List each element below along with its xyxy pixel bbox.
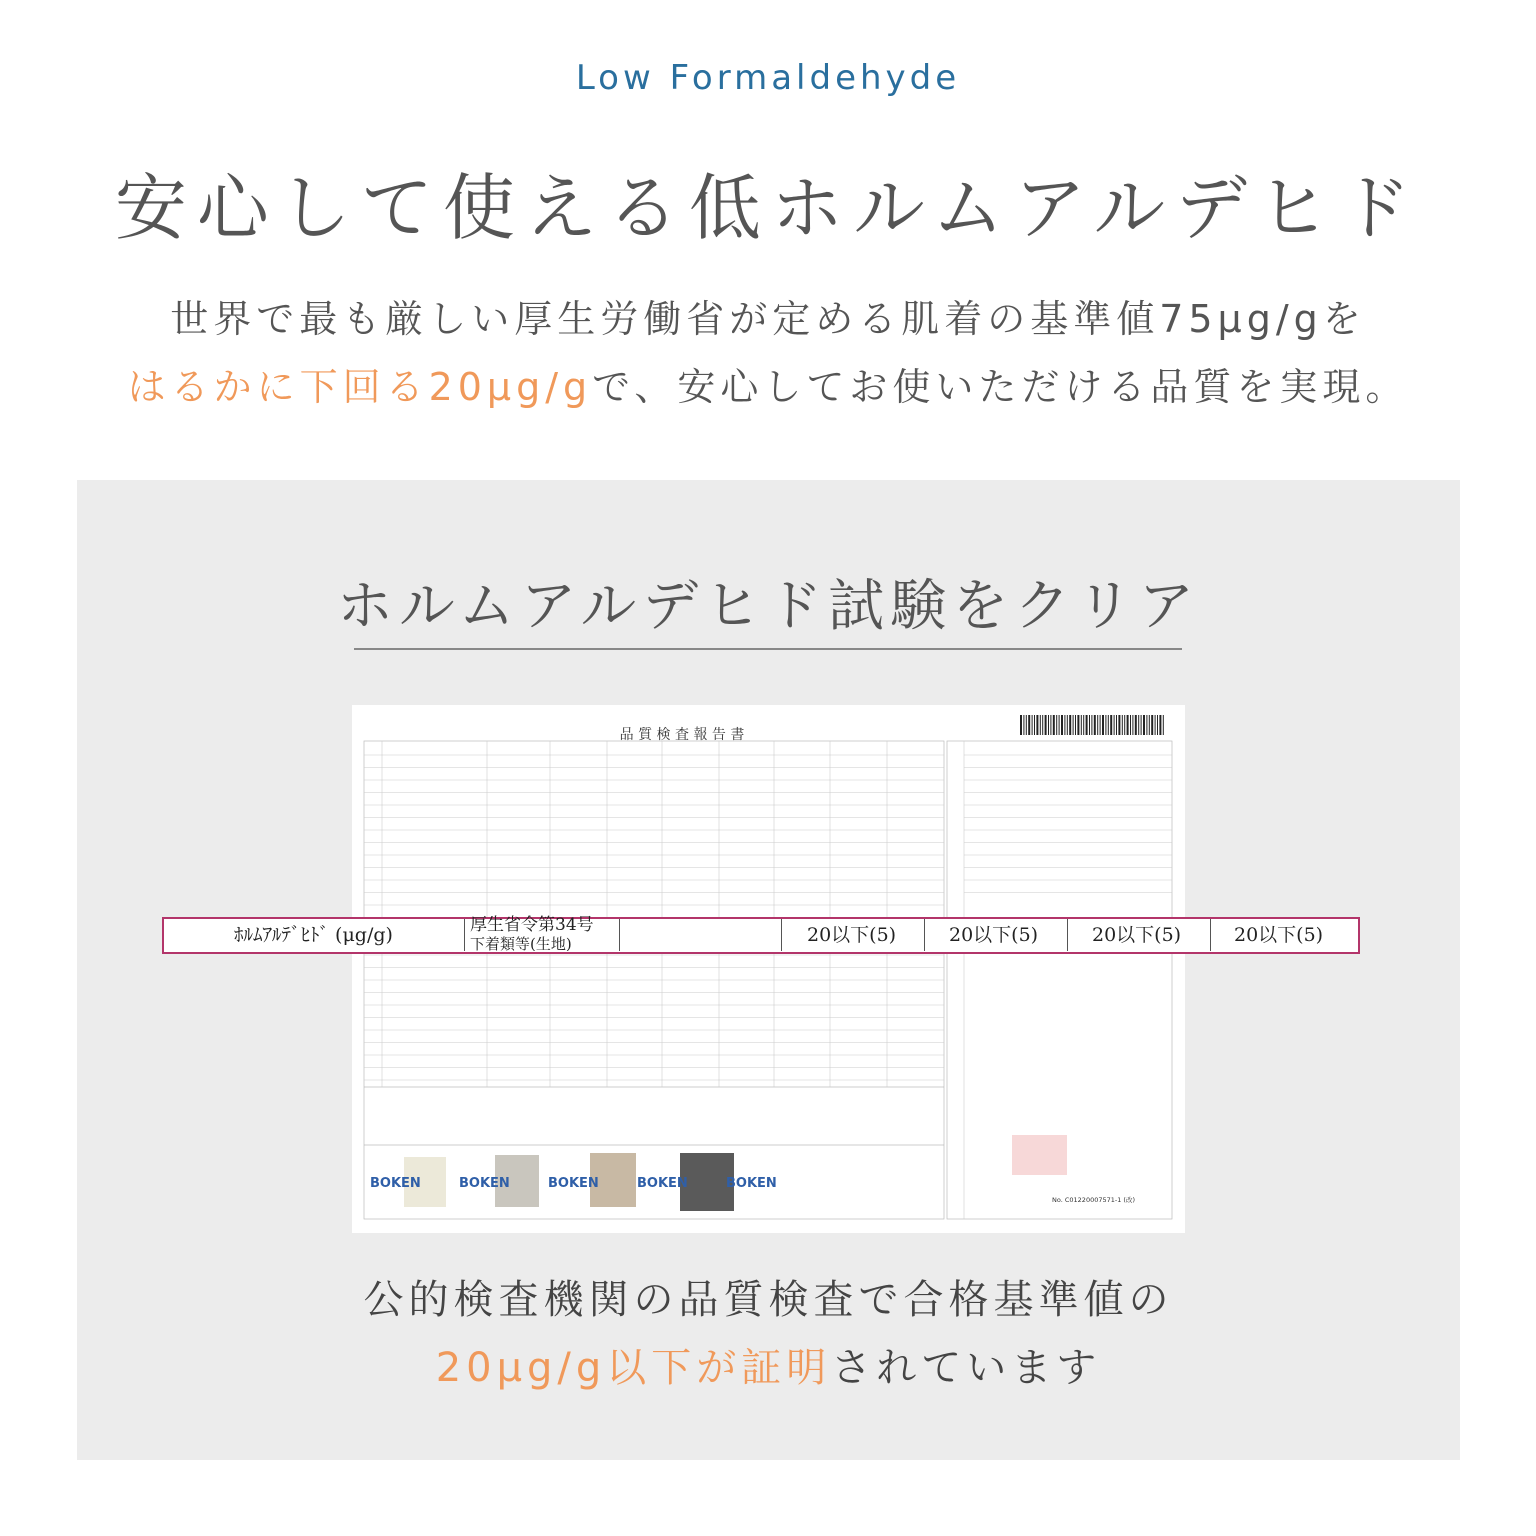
inspection-report-image (352, 705, 1185, 1233)
lead-accent: はるかに下回る20μg/g (127, 365, 593, 409)
caption-line-1: 公的検査機関の品質検査で合格基準値の (363, 1277, 1174, 1323)
boken-logo-4: BOKEN (637, 1176, 688, 1191)
headline: 安心して使える低ホルムアルデヒド (114, 166, 1422, 250)
result-value-3: 20以下(5) (1092, 924, 1182, 946)
boken-logo-5: BOKEN (726, 1176, 777, 1191)
report-title: 品 質 検 査 報 告 書 (619, 727, 745, 743)
caption-rest: されています (831, 1345, 1102, 1391)
seal-stamp (1012, 1135, 1067, 1175)
cell-divider (1210, 919, 1211, 951)
barcode-icon (1020, 715, 1164, 735)
caption-line-2 (77, 1336, 1460, 1393)
result-value-1: 20以下(5) (807, 924, 897, 946)
cell-divider (619, 919, 620, 951)
lead-line-1: 世界で最も厳しい厚生労働省が定める肌着の基準値75μg/gを (170, 297, 1366, 341)
report-cols (382, 741, 887, 1087)
report-document (352, 705, 1185, 1233)
cell-divider (464, 919, 465, 951)
title-underline (354, 648, 1182, 650)
eyebrow-label: Low Formaldehyde (575, 58, 961, 98)
result-value-4: 20以下(5) (1234, 924, 1324, 946)
caption-accent: 20μg/g以下が証明 (435, 1345, 832, 1391)
result-value-2: 20以下(5) (949, 924, 1039, 946)
lead-rest: で、安心してお使いただける品質を実現。 (592, 365, 1409, 409)
boken-logo-3: BOKEN (548, 1176, 599, 1191)
report-number: No. C01220007571-1 (改) (1052, 1196, 1136, 1204)
lead-line-2 (0, 356, 1536, 411)
formaldehyde-result-row (162, 917, 1360, 954)
cell-divider (924, 919, 925, 951)
test-panel (77, 480, 1460, 1460)
boken-logo-1: BOKEN (370, 1176, 421, 1191)
boken-logo-2: BOKEN (459, 1176, 510, 1191)
panel-title: ホルムアルデヒド試験をクリア (336, 574, 1201, 639)
result-method-line2: 下着類等(生地) (470, 936, 572, 951)
report-side-rows (964, 741, 1172, 1219)
cell-divider (1067, 919, 1068, 951)
result-method-line1: 厚生省令第34号 (470, 915, 594, 935)
cell-divider (781, 919, 782, 951)
result-item-label: ﾎﾙﾑｱﾙﾃﾞﾋﾄﾞ (μg/g) (234, 924, 393, 946)
